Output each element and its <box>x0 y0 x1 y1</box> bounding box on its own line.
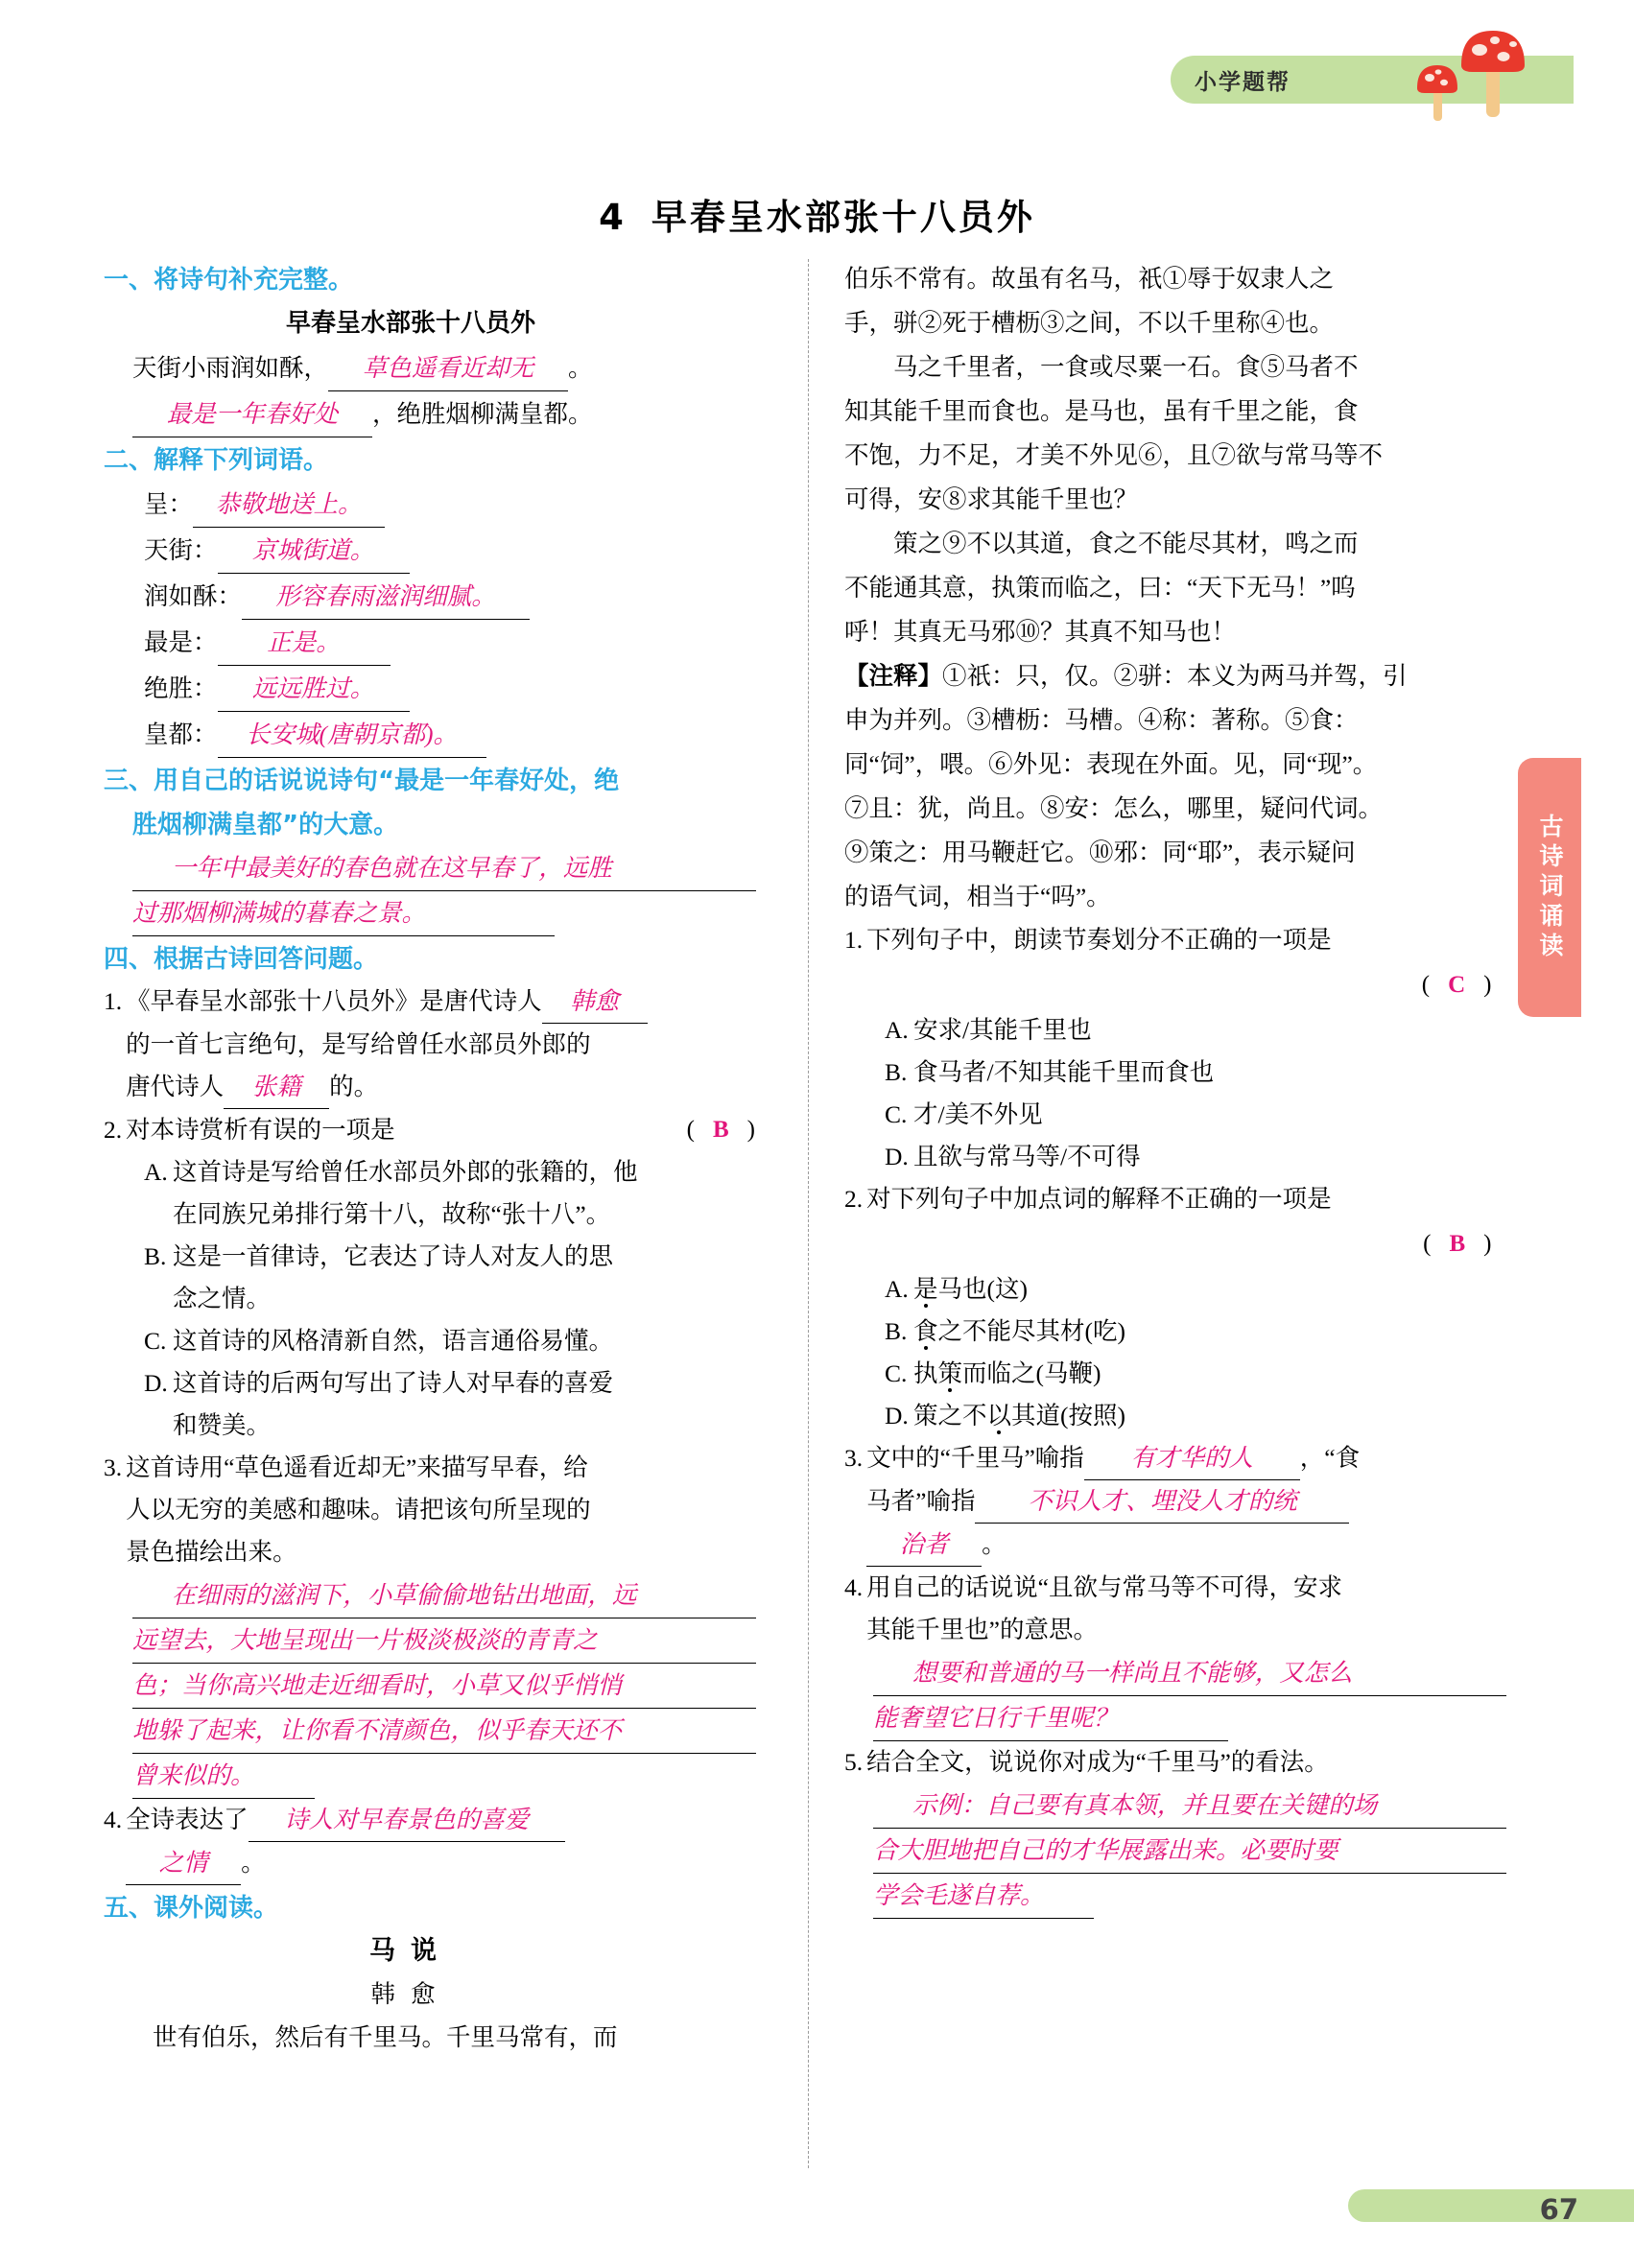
r-question-2 <box>844 1178 1506 1220</box>
vocab-row <box>104 620 756 666</box>
notes-line-1 <box>844 654 1506 698</box>
q2-stem: 对本诗赏析有误的一项是 <box>126 1116 395 1144</box>
option-text: 这首诗的风格清新自然，语言通俗易懂。 <box>173 1327 614 1355</box>
page-title <box>0 188 1634 240</box>
option-label: A. <box>885 1275 909 1303</box>
reading-paragraph-start: 世有伯乐，然后有千里马。千里马常有，而 <box>153 2023 618 2051</box>
q3-answer-line-1[interactable]: 在细雨的滋润下，小草偷偷地钻出地面，远 <box>132 1573 756 1618</box>
r-q1-stem: 下列句子中，朗读节奏划分不正确的一项是 <box>866 926 1332 954</box>
vocab-answer[interactable]: 正是。 <box>218 620 391 666</box>
q1-blank-1[interactable]: 韩愈 <box>542 980 648 1024</box>
mushroom-icon <box>1458 25 1527 117</box>
r-q1-answer-box[interactable]: ( C ) <box>1421 972 1506 998</box>
option-label: C. <box>885 1359 908 1387</box>
q4-blank-2[interactable]: 之情 <box>126 1842 241 1885</box>
option-label: C. <box>144 1327 167 1355</box>
question-number: 1. <box>104 987 123 1015</box>
option-text-2: 其道(按照) <box>1011 1402 1126 1429</box>
passage-p2-line3: 不饱，力不足，才美不外见⑥，且⑦欲与常马等不 <box>844 441 1384 469</box>
poem-line-1-text: 天街小雨润如酥， <box>132 354 329 382</box>
q4-blank-1[interactable]: 诗人对早春景色的喜爱 <box>249 1799 565 1842</box>
question-number: 3. <box>844 1444 864 1472</box>
passage-p3-line1: 策之⑨不以其道，食之不能尽其材，鸣之而 <box>893 530 1359 557</box>
vocab-row <box>104 712 756 758</box>
q2-option-b[interactable] <box>104 1236 756 1278</box>
poem-line-2 <box>104 391 756 437</box>
r-question-3 <box>844 1437 1506 1567</box>
emphasis-char: 食 <box>913 1317 938 1345</box>
page-number: 67 <box>1539 2193 1578 2226</box>
r-q4-line1: 用自己的话说说“且欲与常马等不可得，安求 <box>866 1573 1342 1601</box>
question-number: 3. <box>104 1453 123 1481</box>
q2-option-d-cont <box>104 1405 756 1447</box>
option-label: D. <box>885 1402 909 1429</box>
section-heading-4: 四、根据古诗回答问题。 <box>104 945 379 974</box>
passage-p2-line4: 可得，安⑧求其能千里也？ <box>844 485 1139 513</box>
q1-line2: 的一首七言绝句，是写给曾任水部员外郎的 <box>126 1030 591 1058</box>
option-label: D. <box>885 1143 909 1170</box>
option-text: 且欲与常马等/不可得 <box>913 1143 1141 1170</box>
poem-line-1-end: 。 <box>568 354 593 382</box>
option-label: A. <box>144 1158 168 1186</box>
r-q2-option-a[interactable] <box>844 1268 1506 1311</box>
notes-line-4: ⑦且：犹，尚且。⑧安：怎么，哪里，疑问代词。 <box>844 794 1384 822</box>
option-label: B. <box>885 1058 908 1086</box>
lesson-number: 4 <box>599 197 627 238</box>
q2-answer-letter: B <box>712 1117 730 1143</box>
r-q2-option-b[interactable] <box>844 1311 1506 1353</box>
vocab-answer[interactable]: 远远胜过。 <box>218 666 410 712</box>
lesson-title: 早春呈水部张十八员外 <box>651 197 1035 238</box>
q3-answer-line-2[interactable]: 远望去，大地呈现出一片极淡极淡的青青之 <box>132 1618 756 1664</box>
q3-line3: 景色描绘出来。 <box>126 1538 297 1566</box>
section-heading-2: 二、解释下列词语。 <box>104 446 329 475</box>
reading-title: 马说 <box>369 1936 452 1965</box>
left-column <box>104 257 756 2060</box>
q1-line3-end: 的。 <box>329 1073 379 1100</box>
q3-line1: 这首诗用“草色遥看近却无”来描写早春，给 <box>126 1453 588 1481</box>
notes-line-3: 同“饲”，喂。⑥外见：表现在外面。见，同“现”。 <box>844 750 1378 778</box>
option-label: B. <box>144 1242 167 1270</box>
q4-prefix: 全诗表达了 <box>126 1806 249 1833</box>
option-label: C. <box>885 1100 908 1128</box>
r-q1-option-c[interactable] <box>844 1094 1506 1136</box>
column-divider <box>808 259 809 2168</box>
s3-answer-line-2[interactable]: 过那烟柳满城的暮春之景。 <box>132 891 555 936</box>
r-q5-answer-line-3[interactable]: 学会毛遂自荐。 <box>873 1874 1094 1919</box>
emphasis-char: 是 <box>913 1275 938 1303</box>
r-q5-answer-line-2[interactable]: 合大胆地把自己的才华展露出来。必要时要 <box>873 1829 1506 1874</box>
option-text-cont: 念之情。 <box>173 1285 272 1312</box>
question-2 <box>104 1109 756 1151</box>
option-text-cont: 和赞美。 <box>173 1411 272 1439</box>
option-text: 之不能尽其材(吃) <box>937 1317 1125 1345</box>
r-q1-option-b[interactable] <box>844 1051 1506 1094</box>
passage-p3-line3: 呼！其真无马邪⑩？其真不知马也！ <box>844 618 1237 646</box>
r-q4-line2: 其能千里也”的意思。 <box>866 1616 1098 1643</box>
passage-p2-line2: 知其能千里而食也。是马也，虽有千里之能，食 <box>844 397 1359 425</box>
vocab-row <box>104 574 756 620</box>
option-text: 执 <box>913 1359 938 1387</box>
option-label: D. <box>144 1369 168 1397</box>
r-q2-option-c[interactable] <box>844 1353 1506 1395</box>
question-number: 4. <box>844 1573 864 1601</box>
question-number: 4. <box>104 1806 123 1833</box>
notes-line-5: ⑨策之：用马鞭赶它。⑩邪：同“耶”，表示疑问 <box>844 839 1356 866</box>
q2-option-c[interactable] <box>104 1320 756 1362</box>
r-q3-blank-3[interactable]: 治者 <box>866 1524 982 1567</box>
r-q2-answer-letter: B <box>1449 1231 1467 1257</box>
vocab-term: 呈： <box>144 490 194 518</box>
q1-line3: 唐代诗人 <box>126 1073 225 1100</box>
option-text: 安求/其能千里也 <box>913 1016 1092 1044</box>
option-label: A. <box>885 1016 909 1044</box>
vocab-answer[interactable]: 长安城(唐朝京都)。 <box>218 712 486 758</box>
option-label: B. <box>885 1317 908 1345</box>
option-text: 这是一首律诗，它表达了诗人对友人的思 <box>173 1242 614 1270</box>
right-column <box>844 257 1506 1919</box>
vocab-row <box>104 528 756 574</box>
option-text: 这首诗的后两句写出了诗人对早春的喜爱 <box>173 1369 614 1397</box>
question-number: 5. <box>844 1748 864 1776</box>
section-heading-5: 五、课外阅读。 <box>104 1894 279 1923</box>
vocab-term: 最是： <box>144 628 218 656</box>
r-q3-line2: 马者”喻指 <box>866 1487 976 1515</box>
side-tab <box>1518 758 1581 1017</box>
side-tab-label: 古诗词诵读 <box>1536 813 1564 962</box>
vocab-row <box>104 482 756 528</box>
q2-answer-box[interactable]: ( B ) <box>686 1117 756 1143</box>
r-q3-blank-2[interactable]: 不识人才、埋没人才的统 <box>975 1480 1349 1524</box>
q1-line1: 《早春呈水部张十八员外》是唐代诗人 <box>126 987 542 1015</box>
s3-answer-line-1[interactable]: 一年中最美好的春色就在这早春了，远胜 <box>132 846 756 891</box>
r-q2-stem: 对下列句子中加点词的解释不正确的一项是 <box>866 1185 1332 1213</box>
option-text: 马也(这) <box>937 1275 1028 1303</box>
section-heading-1: 一、将诗句补充完整。 <box>104 266 354 295</box>
vocab-term: 绝胜： <box>144 674 218 702</box>
option-text-2: 而临之(马鞭) <box>962 1359 1101 1387</box>
r-q1-option-d[interactable] <box>844 1136 1506 1178</box>
emphasis-char: 策 <box>937 1359 963 1387</box>
question-3 <box>104 1447 756 1573</box>
r-q5-answer-line-1[interactable]: 示例：自己要有真本领，并且要在关键的场 <box>873 1784 1506 1829</box>
question-number: 2. <box>104 1116 123 1144</box>
question-1 <box>104 980 756 1109</box>
r-question-5 <box>844 1741 1506 1784</box>
q3-answer-line-4[interactable]: 地躲了起来，让你看不清颜色，似乎春天还不 <box>132 1709 756 1754</box>
q2-option-d[interactable] <box>104 1362 756 1405</box>
poem-blank-2[interactable]: 最是一年春好处 <box>132 391 372 437</box>
question-number: 1. <box>844 926 864 954</box>
poem-title: 早春呈水部张十八员外 <box>285 309 535 338</box>
passage-p2-line1: 马之千里者，一食或尽粟一石。食⑤马者不 <box>893 353 1359 381</box>
poem-blank-1[interactable]: 草色遥看近却无 <box>328 345 568 391</box>
poem-line-2-end: ，绝胜烟柳满皇都。 <box>372 400 593 428</box>
q2-option-a[interactable] <box>104 1151 756 1193</box>
section-heading-3: 三、用自己的话说说诗句“最是一年春好处，绝 <box>104 767 620 795</box>
option-text: 才/美不外见 <box>913 1100 1043 1128</box>
q4-suffix: 。 <box>241 1849 266 1877</box>
r-question-1 <box>844 919 1506 961</box>
r-q5-stem: 结合全文，说说你对成为“千里马”的看法。 <box>866 1748 1329 1776</box>
r-q2-answer-box[interactable]: ( B ) <box>1423 1231 1506 1257</box>
notes-label: 【注释】 <box>844 662 943 691</box>
section-heading-3-line2: 胜烟柳满皇都”的大意。 <box>132 811 399 839</box>
r-q4-answer-line-1[interactable]: 想要和普通的马一样尚且不能够，又怎么 <box>873 1651 1506 1696</box>
mushroom-icon <box>1415 61 1459 121</box>
r-q4-answer-line-2[interactable]: 能奢望它日行千里呢？ <box>873 1696 1228 1741</box>
vocab-answer[interactable]: 京城街道。 <box>218 528 410 574</box>
q3-line2: 人以无穷的美感和趣味。请把该句所呈现的 <box>126 1496 591 1524</box>
passage-p1-line1: 伯乐不常有。故虽有名马，祇①辱于奴隶人之 <box>844 265 1335 293</box>
question-4 <box>104 1799 756 1885</box>
option-text: 食马者/不知其能千里而食也 <box>913 1058 1215 1086</box>
vocab-term: 润如酥： <box>144 582 243 610</box>
passage-p1-line2: 手，骈②死于槽枥③之间，不以千里称④也。 <box>844 309 1335 337</box>
option-text: 这首诗是写给曾任水部员外郎的张籍的，他 <box>173 1158 638 1186</box>
r-question-4 <box>844 1567 1506 1651</box>
q2-option-b-cont <box>104 1278 756 1320</box>
r-q3-line1: 文中的“千里马”喻指 <box>866 1444 1084 1472</box>
brand-label: 小学题帮 <box>1195 69 1291 95</box>
vocab-answer[interactable]: 形容春雨滋润细腻。 <box>242 574 530 620</box>
r-q2-option-d[interactable] <box>844 1395 1506 1437</box>
vocab-term: 皇都： <box>144 721 218 748</box>
q3-answer-line-5[interactable]: 曾来似的。 <box>132 1754 315 1799</box>
r-q3-line3-end: 。 <box>982 1530 1006 1558</box>
passage-p3-line2: 不能通其意，执策而临之，曰：“天下无马！”呜 <box>844 574 1356 602</box>
r-q3-line1-end: ，“食 <box>1299 1444 1361 1472</box>
option-text: 策之不 <box>913 1402 987 1429</box>
notes-text-1: ①祇：只，仅。②骈：本义为两马并驾，引 <box>942 662 1408 690</box>
vocab-answer[interactable]: 恭敬地送上。 <box>193 482 385 528</box>
vocab-row <box>104 666 756 712</box>
r-q1-answer-letter: C <box>1448 972 1467 998</box>
notes-line-6: 的语气词，相当于“吗”。 <box>844 883 1111 910</box>
r-q1-option-a[interactable] <box>844 1009 1506 1051</box>
reading-author: 韩愈 <box>370 1980 451 2008</box>
footer-bar <box>1348 2189 1634 2222</box>
q1-blank-2[interactable]: 张籍 <box>224 1066 329 1109</box>
header-banner <box>1171 56 1574 104</box>
emphasis-char: 以 <box>986 1402 1012 1429</box>
q2-option-a-cont <box>104 1193 756 1236</box>
option-text-cont: 在同族兄弟排行第十八，故称“张十八”。 <box>173 1200 611 1228</box>
poem-line-1 <box>104 345 756 391</box>
r-q3-blank-1[interactable]: 有才华的人 <box>1084 1437 1300 1480</box>
question-number: 2. <box>844 1185 864 1213</box>
q3-answer-line-3[interactable]: 色；当你高兴地走近细看时，小草又似乎悄悄 <box>132 1664 756 1709</box>
vocab-term: 天街： <box>144 536 218 564</box>
notes-line-2: 申为并列。③槽枥：马槽。④称：著称。⑤食： <box>844 706 1359 734</box>
